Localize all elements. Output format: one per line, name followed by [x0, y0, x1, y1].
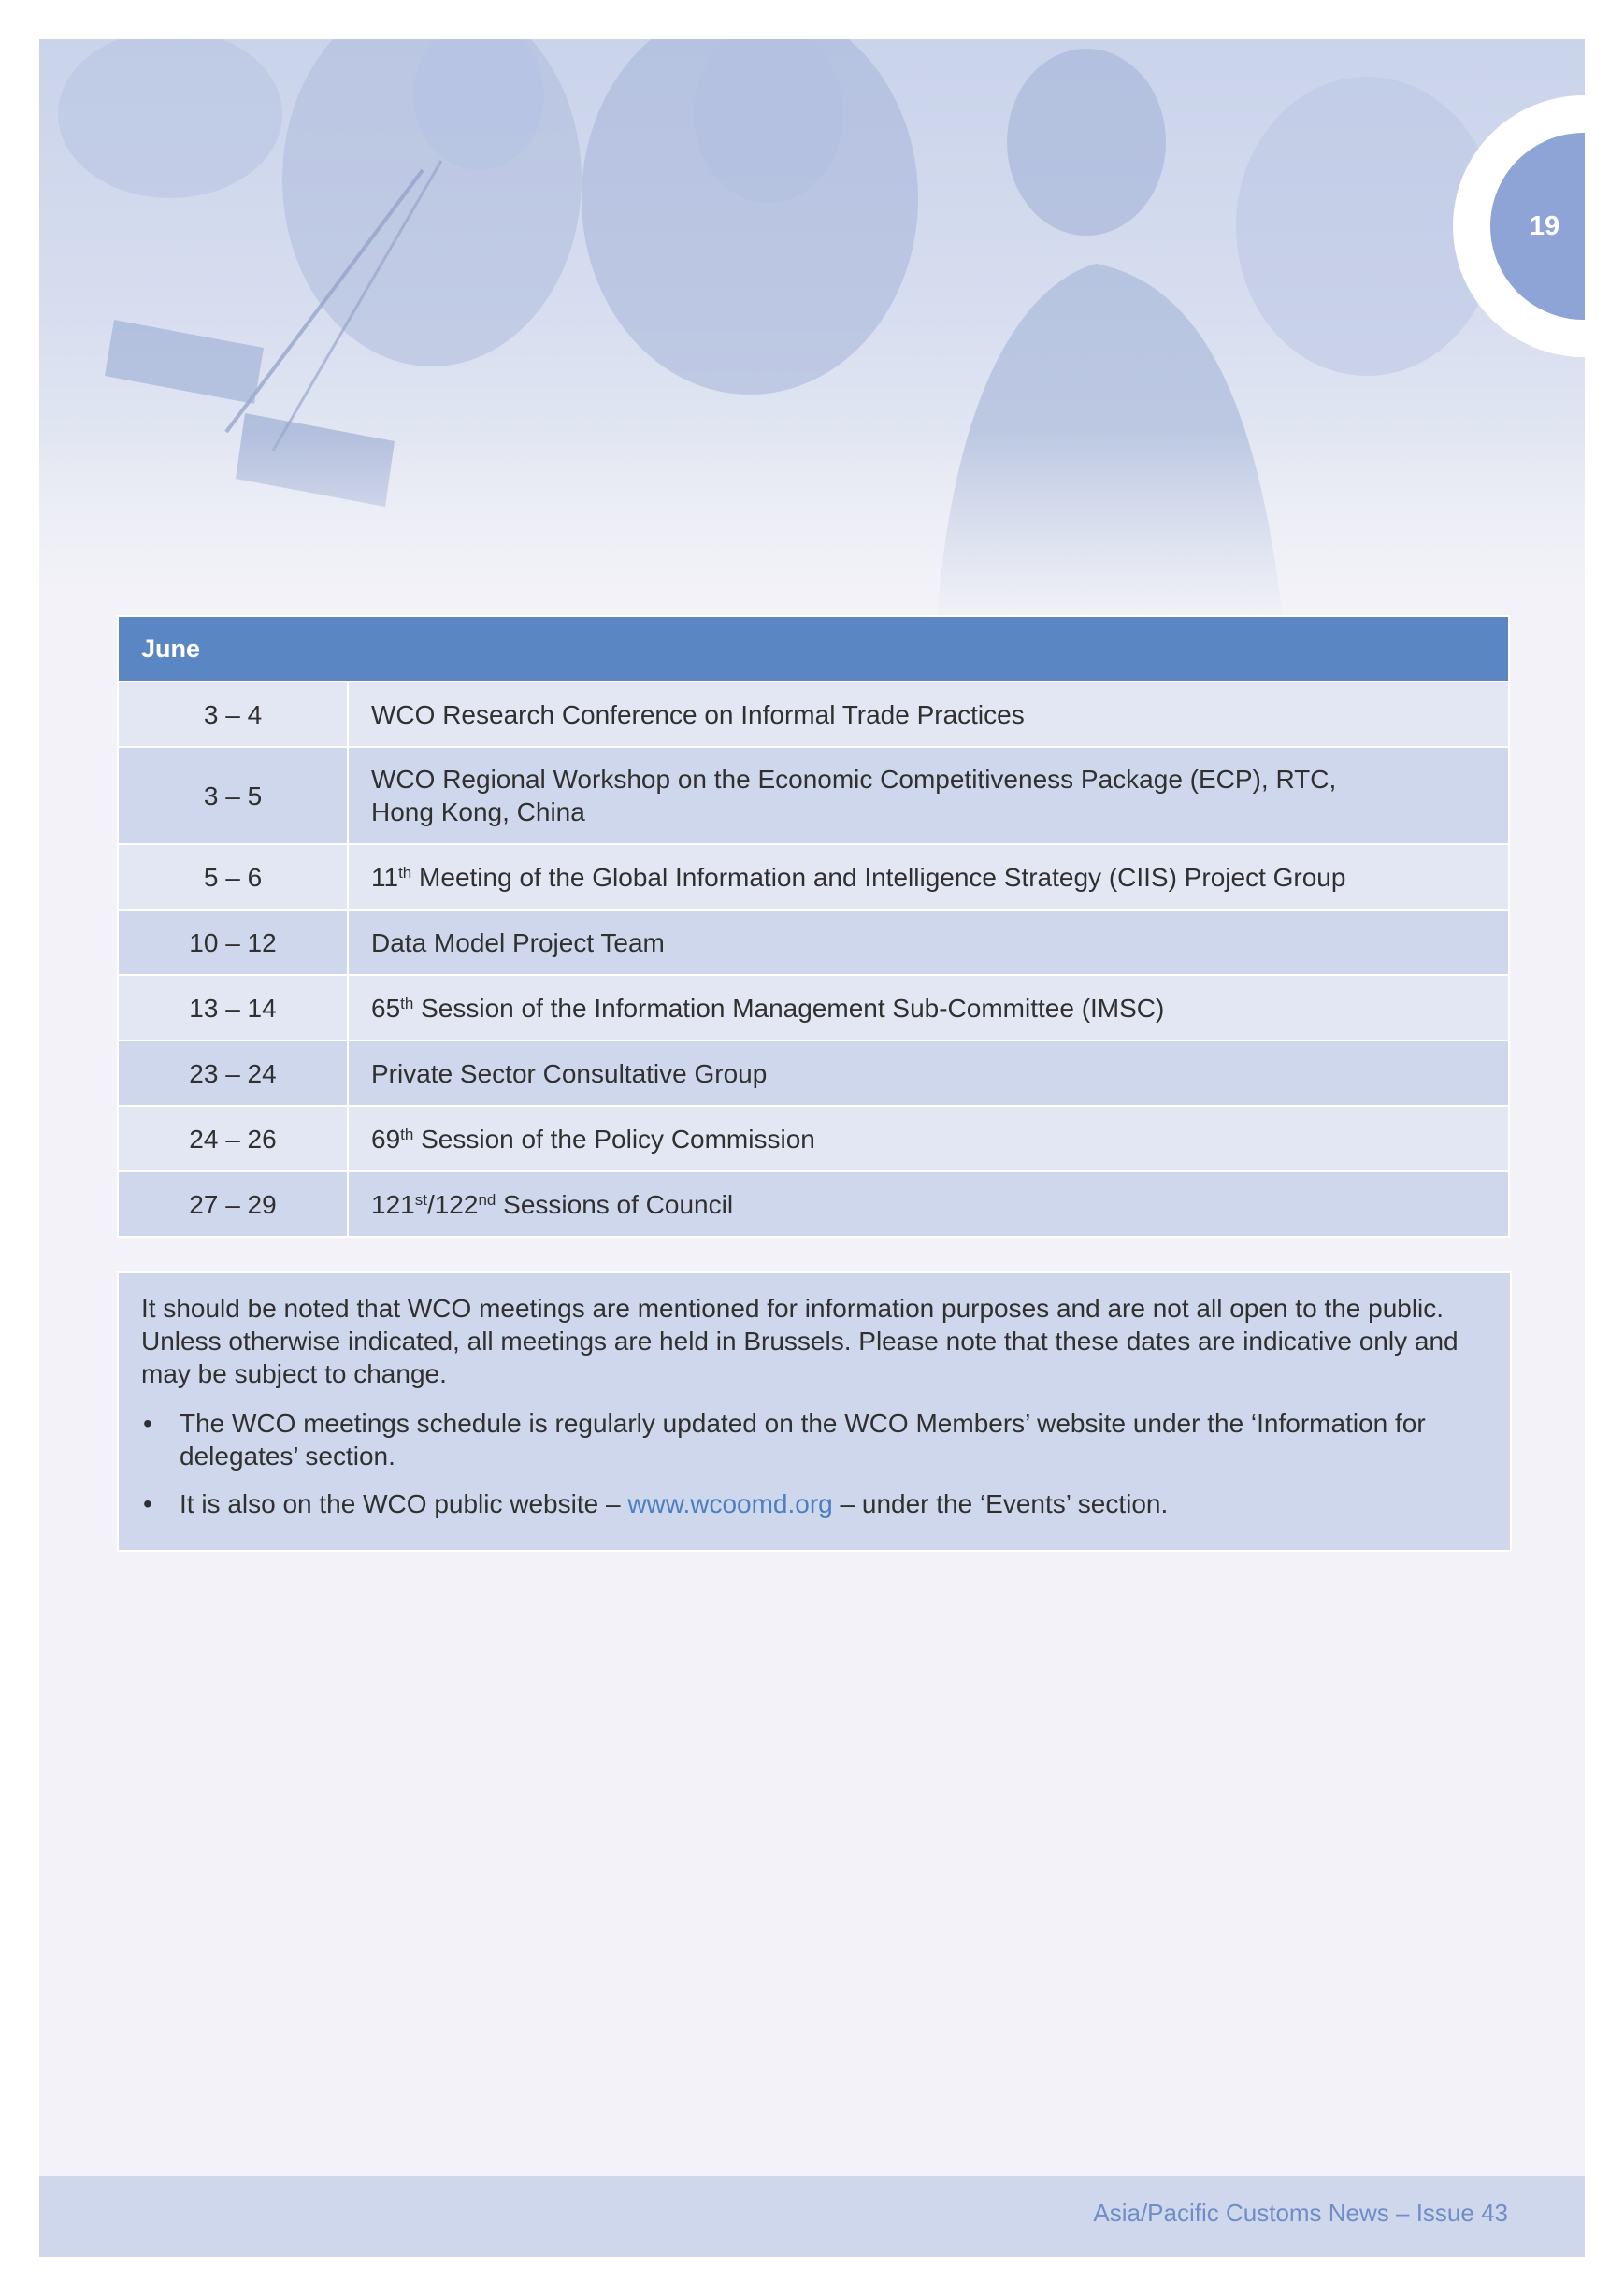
- ordinal-suffix: th: [400, 1125, 414, 1143]
- schedule-rows: [118, 682, 1509, 1237]
- notice-intro: It should be noted that WCO meetings are mentioned for information purposes and are not all open to the public. Unless otherwise indicated, all meetings are held in Brussels. Please note that these dates are indicative only and may be subject to change.: [141, 1294, 1459, 1388]
- bullet-icon: •: [143, 1489, 152, 1518]
- meeting-dates: 5 – 6: [118, 844, 348, 910]
- meeting-title: [348, 1106, 1509, 1171]
- table-row: [118, 844, 1509, 910]
- meeting-title: [348, 682, 1509, 747]
- month-header: June: [118, 616, 1509, 682]
- table-header-row: [118, 616, 1509, 682]
- meeting-dates: 3 – 5: [118, 747, 348, 844]
- table-row: [118, 682, 1509, 747]
- notice-bullet-text: – under the ‘Events’ section.: [832, 1489, 1169, 1518]
- publication-title: Asia/Pacific Customs News – Issue 43: [1093, 2199, 1508, 2227]
- table-row: [118, 1106, 1509, 1171]
- notice-box: [117, 1271, 1512, 1552]
- meeting-dates: 3 – 4: [118, 682, 348, 747]
- list-item: [141, 1407, 1487, 1472]
- meeting-photo-illustration: [39, 39, 1585, 619]
- wco-website-link[interactable]: www.wcoomd.org: [627, 1489, 833, 1518]
- page-number: 19: [1529, 211, 1560, 241]
- meeting-title-text: Sessions of Council: [496, 1189, 734, 1219]
- meeting-title: [348, 747, 1509, 844]
- table-row: [118, 975, 1509, 1040]
- meeting-title-text: Session of the Policy Commission: [413, 1124, 815, 1154]
- meeting-title-text: 69: [371, 1124, 401, 1154]
- ordinal-suffix: nd: [478, 1190, 496, 1209]
- meeting-dates: 23 – 24: [118, 1040, 348, 1106]
- meeting-dates: 13 – 14: [118, 975, 348, 1040]
- meeting-title-text: Session of the Information Management Sub-Committee (IMSC): [413, 993, 1165, 1023]
- meeting-dates: 27 – 29: [118, 1171, 348, 1237]
- meeting-title-text: 11: [371, 862, 399, 892]
- meeting-dates: 10 – 12: [118, 910, 348, 975]
- meeting-title-text: Meeting of the Global Information and Intelligence Strategy (CIIS) Project Group: [411, 862, 1346, 892]
- meeting-title-text: WCO Regional Workshop on the Economic Competitiveness Package (ECP), RTC,: [371, 765, 1337, 794]
- table-row: [118, 1171, 1509, 1237]
- ordinal-suffix: st: [414, 1190, 427, 1209]
- meeting-title: [348, 844, 1509, 910]
- bullet-icon: •: [143, 1409, 152, 1438]
- meeting-dates: 24 – 26: [118, 1106, 348, 1171]
- meetings-schedule-table: [117, 615, 1510, 1238]
- table-row: [118, 747, 1509, 844]
- notice-bullet-text: It is also on the WCO public website –: [180, 1489, 628, 1518]
- list-item: [141, 1487, 1487, 1520]
- meeting-title-text: 121: [371, 1189, 415, 1219]
- meeting-title-text: /122: [426, 1189, 479, 1219]
- meeting-title: [348, 1171, 1509, 1237]
- meeting-title-text: Hong Kong, China: [371, 797, 585, 826]
- page: [39, 39, 1585, 2257]
- meeting-title: [348, 1040, 1509, 1106]
- meeting-title-text: 65: [371, 993, 401, 1023]
- table-row: [118, 1040, 1509, 1106]
- notice-list: [141, 1407, 1487, 1520]
- notice-bullet-text: The WCO meetings schedule is regularly updated on the WCO Members’ website under the ‘Information for delegates’ section.: [180, 1409, 1426, 1471]
- meeting-title-text: Private Sector Consultative Group: [371, 1058, 768, 1088]
- header-photo: [39, 39, 1585, 619]
- footer-bar: [39, 2176, 1585, 2257]
- meeting-title-text: WCO Research Conference on Informal Trade Practices: [371, 699, 1025, 729]
- ordinal-suffix: th: [398, 863, 412, 882]
- table-row: [118, 910, 1509, 975]
- ordinal-suffix: th: [400, 994, 414, 1012]
- meeting-title: [348, 975, 1509, 1040]
- meeting-title-text: Data Model Project Team: [371, 927, 665, 957]
- meeting-title: [348, 910, 1509, 975]
